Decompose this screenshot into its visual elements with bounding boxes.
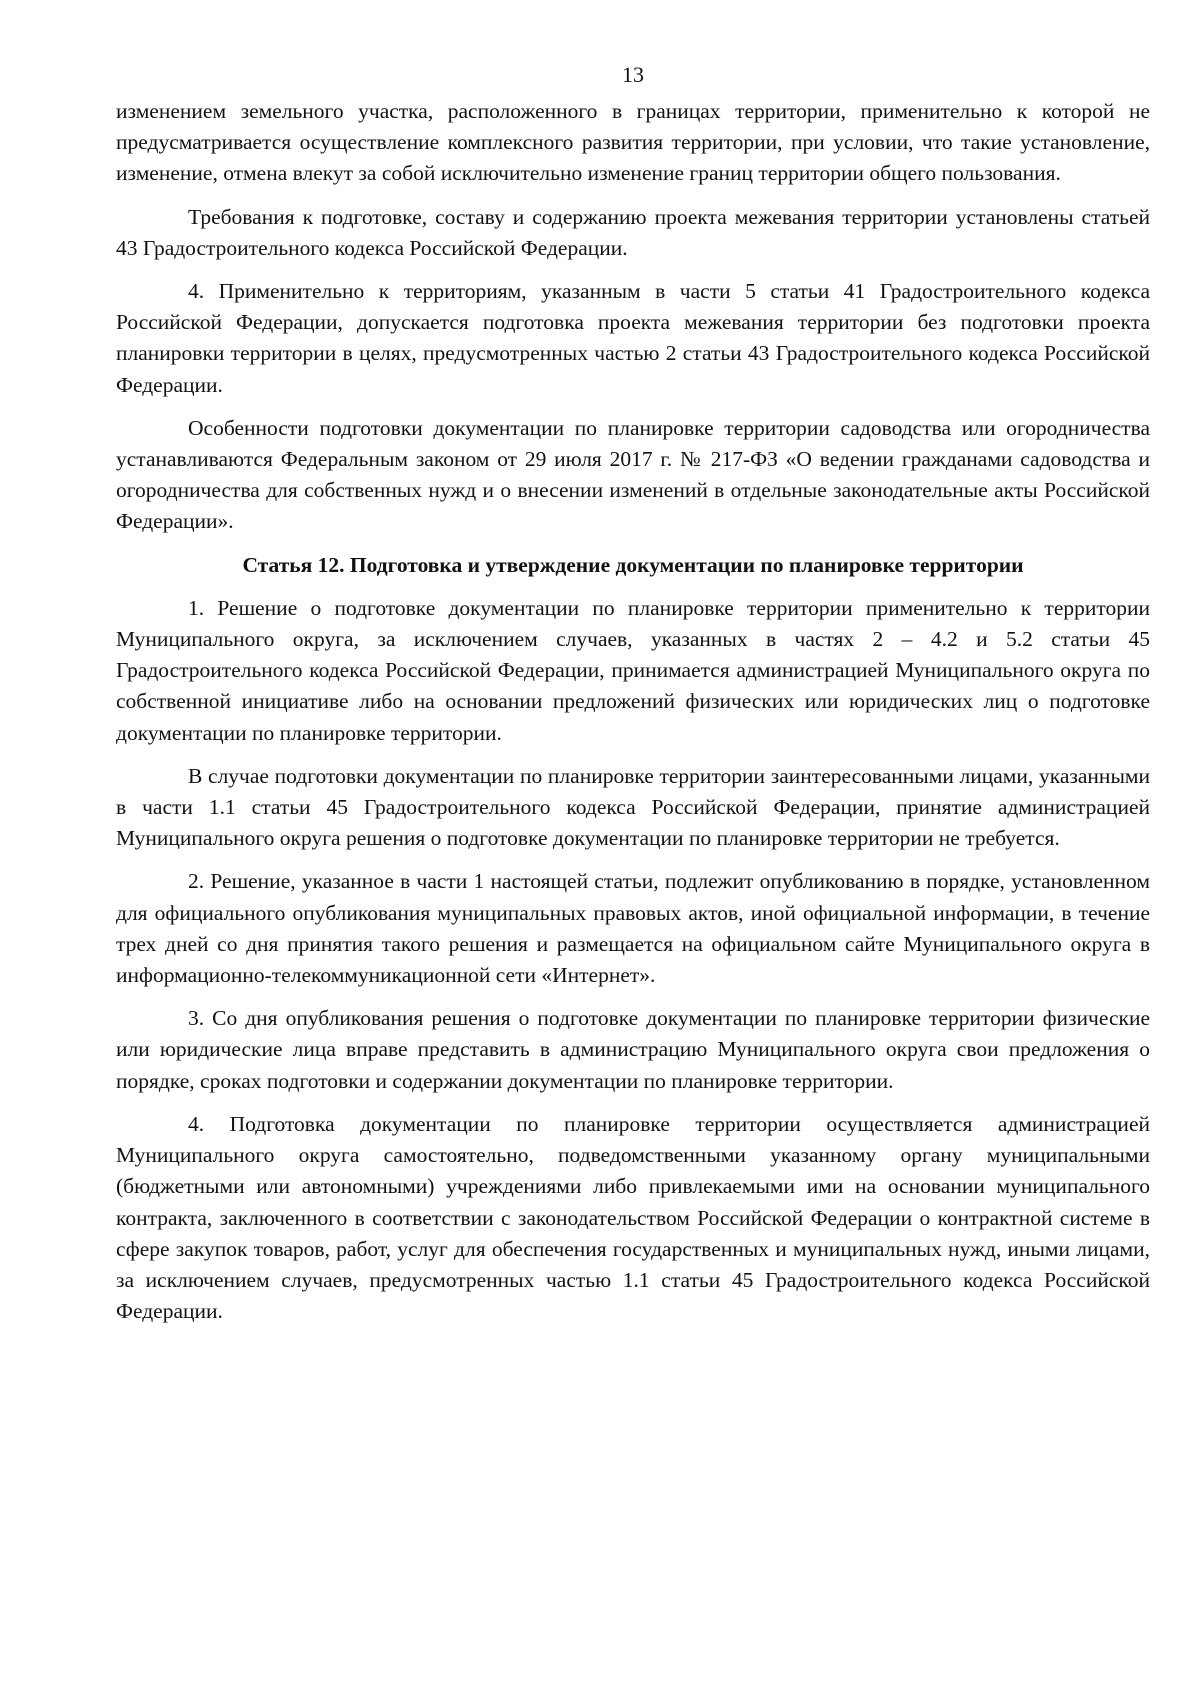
- article-paragraph-3: 3. Со дня опубликования решения о подготовке документации по планировке территории физические или юридические лица вправе представить в администрацию Муниципального округа свои предложения о порядке, сроках подготовки и содержании документации по планировке территории.: [116, 1006, 1150, 1093]
- article-paragraph-1: 1. Решение о подготовке документации по планировке территории применительно к территории Муниципального округа, за исключением случаев, указанных в частях 2 – 4.2 и 5.2 статьи 45 Градостроительного кодекса Российской Федерации, принимается администрацией Муниципального округа по собственной инициативе либо на основании предложений физических или юридических лиц о подготовке документации по планировке территории.: [116, 595, 1150, 745]
- article-paragraph-2: 2. Решение, указанное в части 1 настоящей статьи, подлежит опубликованию в порядке, установленном для официального опубликования муниципальных правовых актов, иной официальной информации, в течение трех дней со дня принятия такого решения и размещается на официальном сайте Муниципального округа в информационно-телекоммуникационной сети «Интернет».: [116, 869, 1150, 988]
- article-paragraph-4: 4. Подготовка документации по планировке территории осуществляется администрацией Муниципального округа самостоятельно, подведомственными указанному органу муниципальными (бюджетными или автономными) учреждениями либо привлекаемыми ими на основании муниципального контракта, заключенного в соответствии с законодательством Российской Федерации о контрактной системе в сфере закупок товаров, работ, услуг для обеспечения государственных и муниципальных нужд, иными лицами, за исключением случаев, предусмотренных частью 1.1 статьи 45 Градостроительного кодекса Российской Федерации.: [116, 1111, 1150, 1324]
- document-page: [116, 60, 1150, 1339]
- paragraph-item-4: 4. Применительно к территориям, указанным в части 5 статьи 41 Градостроительного кодекса Российской Федерации, допускается подготовка проекта межевания территории без подготовки проекта планировки территории в целях, предусмотренных частью 2 статьи 43 Градостроительного кодекса Российской Федерации.: [116, 279, 1150, 397]
- paragraph-gardening-features: Особенности подготовки документации по планировке территории садоводства или огородничества устанавливаются Федеральным законом от 29 июля 2017 г. № 217-ФЗ «О ведении гражданами садоводства и огородничества для собственных нужд и о внесении изменений в отдельные законодательные акты Российской Федерации».: [116, 415, 1150, 534]
- article-paragraph-interested-parties: В случае подготовки документации по планировке территории заинтересованными лицами, указанными в части 1.1 статьи 45 Градостроительного кодекса Российской Федерации, принятие администрацией Муниципального округа решения о подготовке документации по планировке территории не требуется.: [116, 763, 1150, 851]
- article-heading: Статья 12. Подготовка и утверждение документации по планировке территории: [242, 552, 1024, 577]
- paragraph-survey-requirements: Требования к подготовке, составу и содержанию проекта межевания территории установлены статьей 43 Градостроительного кодекса Российской Федерации.: [116, 204, 1150, 260]
- page-number: 13: [622, 62, 644, 87]
- paragraph-continuation: изменением земельного участка, расположенного в границах территории, применительно к которой не предусматривается осуществление комплексного развития территории, при условии, что такие установление, изменение, отмена влекут за собой исключительно изменение границ территории общего пользования.: [116, 99, 1150, 186]
